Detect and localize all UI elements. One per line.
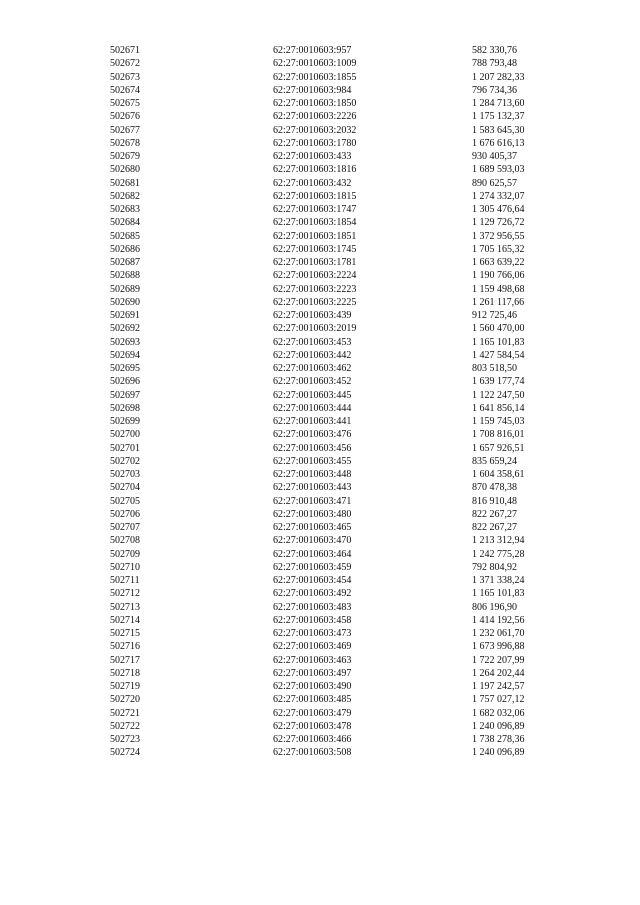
table-row xyxy=(110,349,560,362)
row-number-cell: 502678 xyxy=(110,137,140,149)
value-cell: 1 371 338,24 xyxy=(472,575,525,586)
cadastral-number-cell: 62:27:0010603:1780 xyxy=(273,137,357,149)
row-number-cell: 502683 xyxy=(110,204,140,215)
table-row xyxy=(110,389,560,402)
cadastral-number-cell: 62:27:0010603:469 xyxy=(273,641,352,653)
value-cell: 806 196,90 xyxy=(472,601,517,613)
table-row xyxy=(110,269,560,282)
row-number-cell: 502673 xyxy=(110,71,140,83)
table-row xyxy=(110,216,560,229)
table-row xyxy=(110,163,560,176)
cadastral-number-cell: 62:27:0010603:1854 xyxy=(273,217,357,229)
table-row xyxy=(110,521,560,534)
row-number-cell: 502680 xyxy=(110,164,140,176)
cadastral-number-cell: 62:27:0010603:471 xyxy=(273,495,352,507)
value-cell: 1 264 202,44 xyxy=(472,667,525,679)
row-number-cell: 502724 xyxy=(110,747,140,759)
table-row xyxy=(110,362,560,375)
row-number-cell: 502671 xyxy=(110,45,140,56)
value-cell: 1 676 616,13 xyxy=(472,137,525,149)
row-number-cell: 502697 xyxy=(110,389,140,401)
cadastral-number-cell: 62:27:0010603:1009 xyxy=(273,58,357,70)
cadastral-number-cell: 62:27:0010603:432 xyxy=(273,177,352,189)
table-row xyxy=(110,481,560,494)
table-row xyxy=(110,614,560,627)
value-cell: 890 625,57 xyxy=(472,177,517,189)
table-row xyxy=(110,640,560,653)
row-number-cell: 502679 xyxy=(110,151,140,162)
value-cell: 1 722 207,99 xyxy=(472,654,525,666)
table-row xyxy=(110,428,560,441)
cadastral-number-cell: 62:27:0010603:1747 xyxy=(273,204,357,215)
table-row xyxy=(110,375,560,388)
row-number-cell: 502693 xyxy=(110,336,140,348)
row-number-cell: 502712 xyxy=(110,588,140,600)
value-cell: 1 284 713,60 xyxy=(472,98,525,109)
cadastral-number-cell: 62:27:0010603:462 xyxy=(273,363,352,374)
row-number-cell: 502702 xyxy=(110,455,140,467)
cadastral-number-cell: 62:27:0010603:480 xyxy=(273,508,352,520)
table-row xyxy=(110,150,560,163)
value-cell: 1 427 584,54 xyxy=(472,349,525,361)
cadastral-number-cell: 62:27:0010603:448 xyxy=(273,469,352,480)
row-number-cell: 502690 xyxy=(110,296,140,308)
row-number-cell: 502696 xyxy=(110,376,140,388)
value-cell: 835 659,24 xyxy=(472,455,517,467)
table-row xyxy=(110,230,560,243)
row-number-cell: 502704 xyxy=(110,482,140,494)
row-number-cell: 502681 xyxy=(110,177,140,189)
row-number-cell: 502672 xyxy=(110,58,140,70)
table-row xyxy=(110,508,560,521)
value-cell: 1 159 745,03 xyxy=(472,416,525,427)
cadastral-number-cell: 62:27:0010603:483 xyxy=(273,601,352,613)
row-number-cell: 502674 xyxy=(110,84,140,96)
table-row xyxy=(110,336,560,349)
table-row xyxy=(110,296,560,309)
row-number-cell: 502719 xyxy=(110,681,140,692)
cadastral-number-cell: 62:27:0010603:485 xyxy=(273,694,352,706)
table-row xyxy=(110,243,560,256)
value-cell: 1 213 312,94 xyxy=(472,535,525,547)
table-row xyxy=(110,746,560,759)
row-number-cell: 502718 xyxy=(110,667,140,679)
table-row xyxy=(110,707,560,720)
value-cell: 1 673 996,88 xyxy=(472,641,525,653)
table-row xyxy=(110,601,560,614)
value-cell: 796 734,36 xyxy=(472,84,517,96)
table-row xyxy=(110,190,560,203)
row-number-cell: 502688 xyxy=(110,270,140,282)
table-row xyxy=(110,468,560,481)
row-number-cell: 502722 xyxy=(110,720,140,732)
table-row xyxy=(110,110,560,123)
cadastral-number-cell: 62:27:0010603:1781 xyxy=(273,257,357,268)
cadastral-table xyxy=(110,44,560,760)
table-row xyxy=(110,442,560,455)
row-number-cell: 502694 xyxy=(110,349,140,361)
value-cell: 582 330,76 xyxy=(472,45,517,56)
value-cell: 816 910,48 xyxy=(472,495,517,507)
value-cell: 1 240 096,89 xyxy=(472,747,525,759)
row-number-cell: 502707 xyxy=(110,522,140,533)
cadastral-number-cell: 62:27:0010603:452 xyxy=(273,376,352,388)
table-row xyxy=(110,256,560,269)
value-cell: 1 129 726,72 xyxy=(472,217,525,229)
table-row xyxy=(110,71,560,84)
row-number-cell: 502687 xyxy=(110,257,140,268)
value-cell: 1 305 476,64 xyxy=(472,204,525,215)
value-cell: 870 478,38 xyxy=(472,482,517,494)
value-cell: 1 240 096,89 xyxy=(472,720,525,732)
row-number-cell: 502708 xyxy=(110,535,140,547)
cadastral-number-cell: 62:27:0010603:1855 xyxy=(273,71,357,83)
value-cell: 1 232 061,70 xyxy=(472,628,525,639)
value-cell: 1 372 956,55 xyxy=(472,230,525,242)
row-number-cell: 502717 xyxy=(110,654,140,666)
value-cell: 822 267,27 xyxy=(472,508,517,520)
value-cell: 1 165 101,83 xyxy=(472,588,525,600)
value-cell: 1 414 192,56 xyxy=(472,614,525,626)
table-row xyxy=(110,57,560,70)
row-number-cell: 502698 xyxy=(110,402,140,414)
cadastral-number-cell: 62:27:0010603:453 xyxy=(273,336,352,348)
cadastral-number-cell: 62:27:0010603:433 xyxy=(273,151,352,162)
cadastral-number-cell: 62:27:0010603:2032 xyxy=(273,124,357,136)
value-cell: 1 682 032,06 xyxy=(472,707,525,719)
cadastral-number-cell: 62:27:0010603:508 xyxy=(273,747,352,759)
value-cell: 1 708 816,01 xyxy=(472,429,525,441)
table-row xyxy=(110,693,560,706)
table-row xyxy=(110,548,560,561)
value-cell: 1 165 101,83 xyxy=(472,336,525,348)
table-row xyxy=(110,177,560,190)
table-row xyxy=(110,561,560,574)
cadastral-number-cell: 62:27:0010603:459 xyxy=(273,561,352,573)
cadastral-number-cell: 62:27:0010603:439 xyxy=(273,310,352,321)
row-number-cell: 502709 xyxy=(110,548,140,560)
table-row xyxy=(110,124,560,137)
value-cell: 1 242 775,28 xyxy=(472,548,525,560)
table-row xyxy=(110,654,560,667)
value-cell: 1 663 639,22 xyxy=(472,257,525,268)
value-cell: 1 197 242,57 xyxy=(472,681,525,692)
table-row xyxy=(110,667,560,680)
row-number-cell: 502699 xyxy=(110,416,140,427)
row-number-cell: 502715 xyxy=(110,628,140,639)
cadastral-number-cell: 62:27:0010603:479 xyxy=(273,707,352,719)
row-number-cell: 502721 xyxy=(110,707,140,719)
value-cell: 1 689 593,03 xyxy=(472,164,525,176)
table-row xyxy=(110,84,560,97)
cadastral-number-cell: 62:27:0010603:464 xyxy=(273,548,352,560)
value-cell: 1 207 282,33 xyxy=(472,71,525,83)
row-number-cell: 502695 xyxy=(110,363,140,374)
row-number-cell: 502691 xyxy=(110,310,140,321)
table-row xyxy=(110,309,560,322)
cadastral-number-cell: 62:27:0010603:454 xyxy=(273,575,352,586)
value-cell: 1 757 027,12 xyxy=(472,694,525,706)
row-number-cell: 502714 xyxy=(110,614,140,626)
cadastral-number-cell: 62:27:0010603:466 xyxy=(273,734,352,745)
row-number-cell: 502689 xyxy=(110,283,140,295)
value-cell: 1 604 358,61 xyxy=(472,469,525,480)
cadastral-number-cell: 62:27:0010603:2225 xyxy=(273,296,357,308)
value-cell: 1 639 177,74 xyxy=(472,376,525,388)
value-cell: 792 804,92 xyxy=(472,561,517,573)
row-number-cell: 502682 xyxy=(110,190,140,202)
value-cell: 803 518,50 xyxy=(472,363,517,374)
table-row xyxy=(110,495,560,508)
cadastral-number-cell: 62:27:0010603:2223 xyxy=(273,283,357,295)
value-cell: 912 725,46 xyxy=(472,310,517,321)
table-row xyxy=(110,203,560,216)
cadastral-number-cell: 62:27:0010603:463 xyxy=(273,654,352,666)
cadastral-number-cell: 62:27:0010603:2019 xyxy=(273,323,357,335)
row-number-cell: 502716 xyxy=(110,641,140,653)
value-cell: 1 122 247,50 xyxy=(472,389,525,401)
value-cell: 1 190 766,06 xyxy=(472,270,525,282)
row-number-cell: 502700 xyxy=(110,429,140,441)
cadastral-number-cell: 62:27:0010603:490 xyxy=(273,681,352,692)
table-row xyxy=(110,283,560,296)
table-row xyxy=(110,720,560,733)
row-number-cell: 502676 xyxy=(110,111,140,123)
cadastral-number-cell: 62:27:0010603:497 xyxy=(273,667,352,679)
cadastral-number-cell: 62:27:0010603:442 xyxy=(273,349,352,361)
cadastral-number-cell: 62:27:0010603:445 xyxy=(273,389,352,401)
cadastral-number-cell: 62:27:0010603:957 xyxy=(273,45,352,56)
value-cell: 1 738 278,36 xyxy=(472,734,525,745)
table-row xyxy=(110,137,560,150)
cadastral-number-cell: 62:27:0010603:1745 xyxy=(273,243,357,255)
table-row xyxy=(110,402,560,415)
cadastral-number-cell: 62:27:0010603:456 xyxy=(273,442,352,454)
cadastral-number-cell: 62:27:0010603:444 xyxy=(273,402,352,414)
row-number-cell: 502706 xyxy=(110,508,140,520)
cadastral-number-cell: 62:27:0010603:1816 xyxy=(273,164,357,176)
value-cell: 930 405,37 xyxy=(472,151,517,162)
cadastral-number-cell: 62:27:0010603:470 xyxy=(273,535,352,547)
cadastral-number-cell: 62:27:0010603:984 xyxy=(273,84,352,96)
row-number-cell: 502710 xyxy=(110,561,140,573)
cadastral-number-cell: 62:27:0010603:443 xyxy=(273,482,352,494)
cadastral-number-cell: 62:27:0010603:1815 xyxy=(273,190,357,202)
row-number-cell: 502686 xyxy=(110,243,140,255)
cadastral-number-cell: 62:27:0010603:2224 xyxy=(273,270,357,282)
value-cell: 1 175 132,37 xyxy=(472,111,525,123)
table-row xyxy=(110,44,560,57)
cadastral-number-cell: 62:27:0010603:492 xyxy=(273,588,352,600)
row-number-cell: 502711 xyxy=(110,575,140,586)
cadastral-number-cell: 62:27:0010603:455 xyxy=(273,455,352,467)
table-row xyxy=(110,587,560,600)
cadastral-number-cell: 62:27:0010603:458 xyxy=(273,614,352,626)
value-cell: 1 705 165,32 xyxy=(472,243,525,255)
table-row xyxy=(110,627,560,640)
cadastral-number-cell: 62:27:0010603:441 xyxy=(273,416,352,427)
value-cell: 822 267,27 xyxy=(472,522,517,533)
row-number-cell: 502685 xyxy=(110,230,140,242)
table-row xyxy=(110,415,560,428)
cadastral-number-cell: 62:27:0010603:478 xyxy=(273,720,352,732)
cadastral-number-cell: 62:27:0010603:1851 xyxy=(273,230,357,242)
value-cell: 788 793,48 xyxy=(472,58,517,70)
value-cell: 1 261 117,66 xyxy=(472,296,525,308)
row-number-cell: 502684 xyxy=(110,217,140,229)
row-number-cell: 502677 xyxy=(110,124,140,136)
value-cell: 1 583 645,30 xyxy=(472,124,525,136)
value-cell: 1 657 926,51 xyxy=(472,442,525,454)
table-row xyxy=(110,574,560,587)
table-row xyxy=(110,97,560,110)
value-cell: 1 560 470,00 xyxy=(472,323,525,335)
row-number-cell: 502705 xyxy=(110,495,140,507)
cadastral-number-cell: 62:27:0010603:1850 xyxy=(273,98,357,109)
row-number-cell: 502713 xyxy=(110,601,140,613)
cadastral-number-cell: 62:27:0010603:465 xyxy=(273,522,352,533)
value-cell: 1 641 856,14 xyxy=(472,402,525,414)
row-number-cell: 502720 xyxy=(110,694,140,706)
value-cell: 1 274 332,07 xyxy=(472,190,525,202)
table-row xyxy=(110,455,560,468)
table-row xyxy=(110,534,560,547)
row-number-cell: 502723 xyxy=(110,734,140,745)
table-row xyxy=(110,322,560,335)
row-number-cell: 502675 xyxy=(110,98,140,109)
value-cell: 1 159 498,68 xyxy=(472,283,525,295)
cadastral-number-cell: 62:27:0010603:473 xyxy=(273,628,352,639)
table-row xyxy=(110,733,560,746)
row-number-cell: 502703 xyxy=(110,469,140,480)
row-number-cell: 502692 xyxy=(110,323,140,335)
table-row xyxy=(110,680,560,693)
cadastral-number-cell: 62:27:0010603:476 xyxy=(273,429,352,441)
cadastral-number-cell: 62:27:0010603:2226 xyxy=(273,111,357,123)
row-number-cell: 502701 xyxy=(110,442,140,454)
